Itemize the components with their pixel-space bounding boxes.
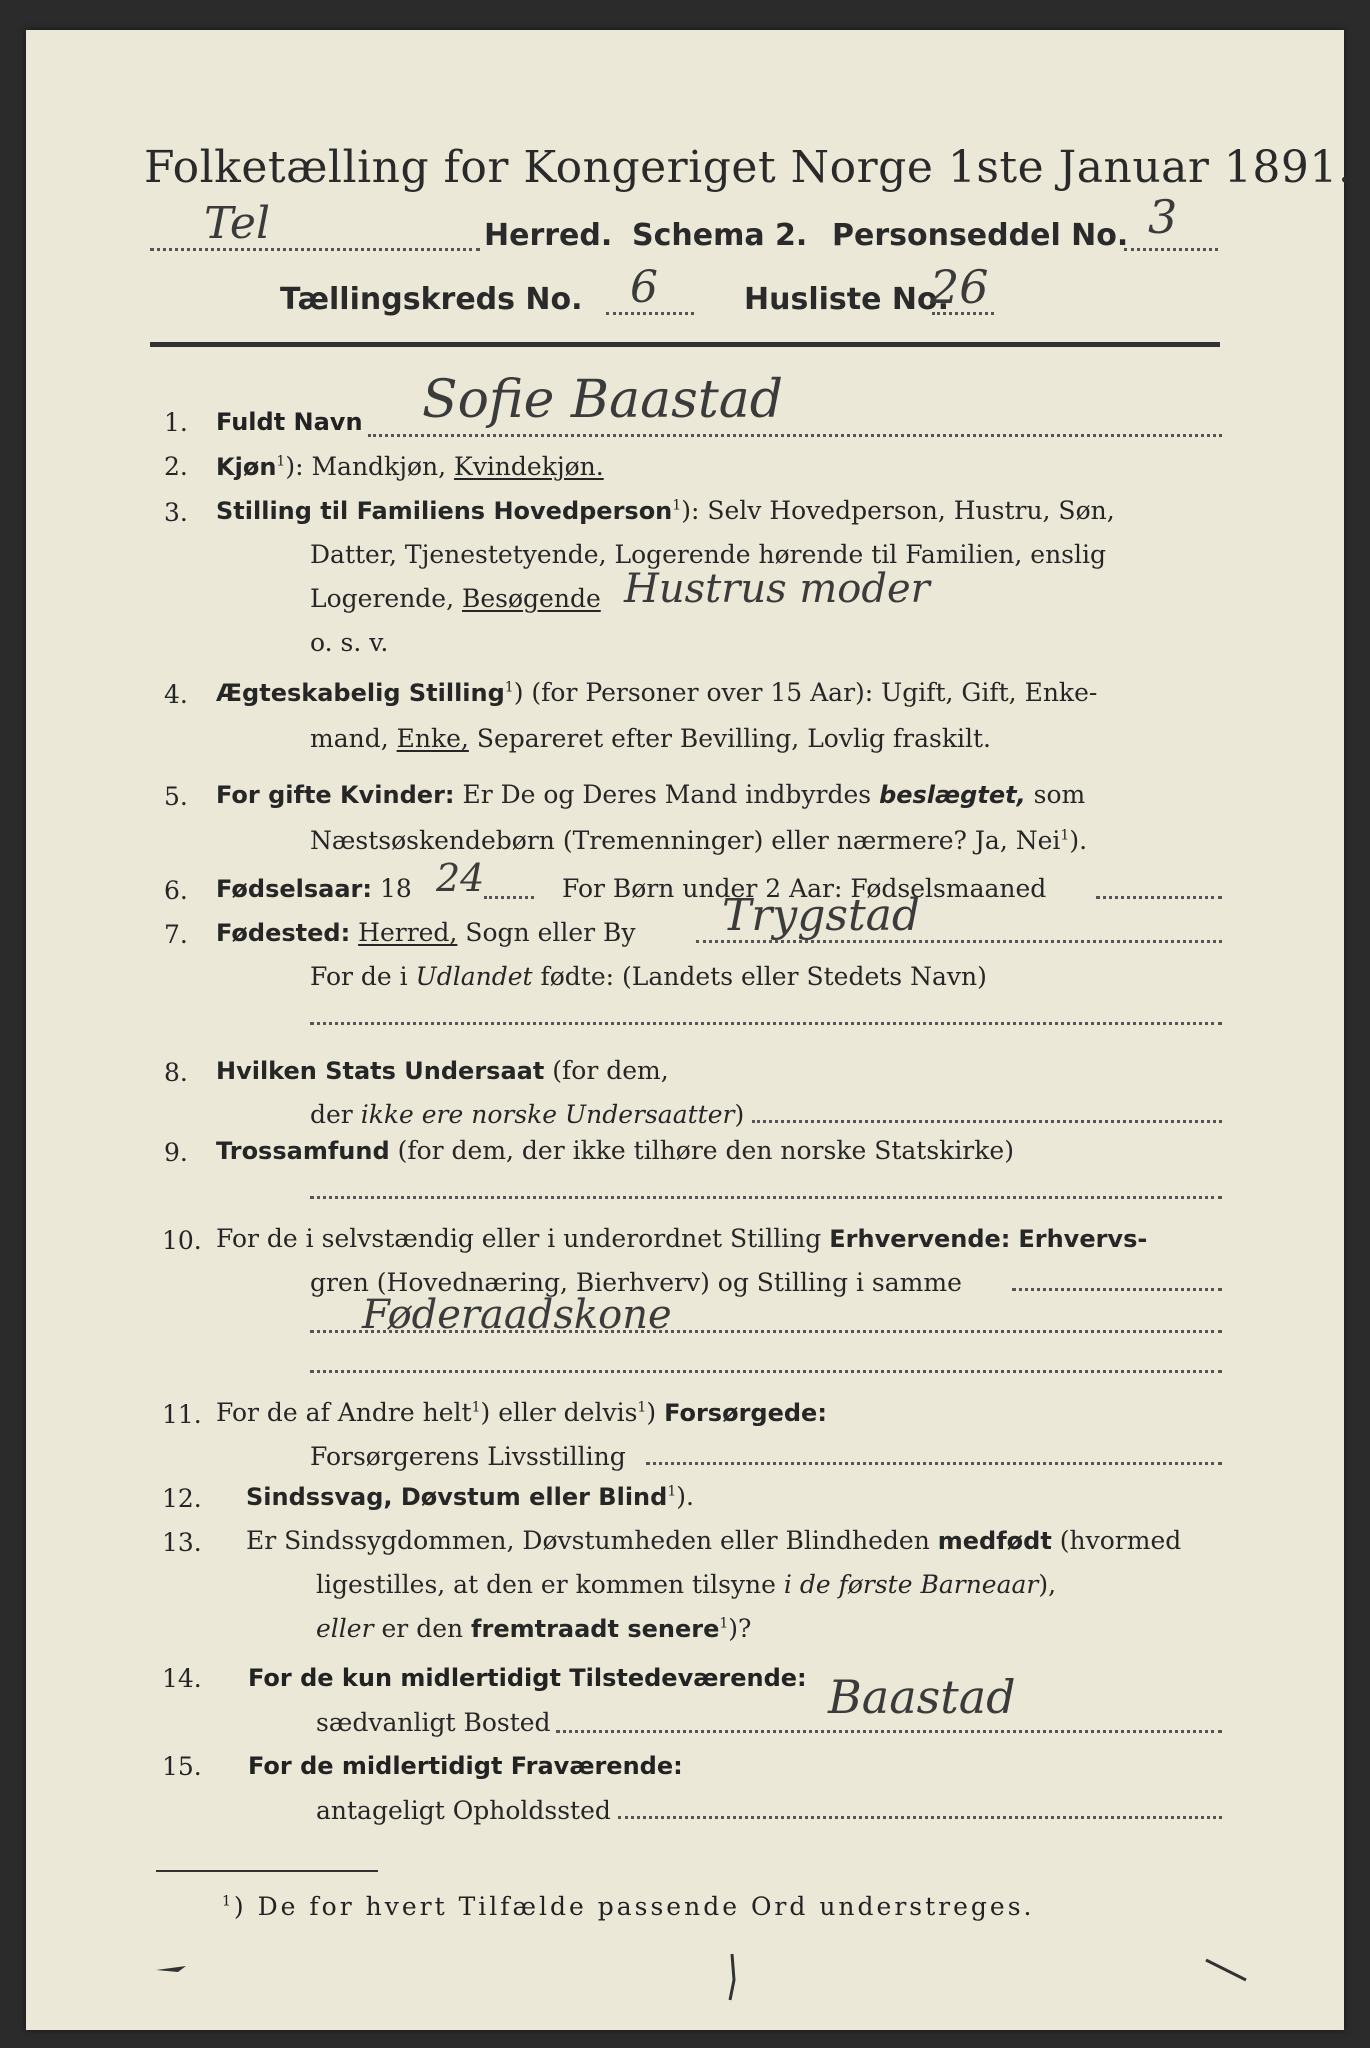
q3-line3 xyxy=(310,584,601,613)
q11-sup-a: 1 xyxy=(471,1399,481,1416)
q14-answer: Baastad xyxy=(828,1670,1016,1724)
q2-number: 2. xyxy=(164,452,188,481)
q4-sup: 1 xyxy=(504,679,514,696)
q4-rest: Separeret efter Bevilling, Lovlig fraskilt. xyxy=(476,724,991,753)
q3-number: 3. xyxy=(164,498,188,527)
q13-line2c: ), xyxy=(1038,1570,1057,1599)
q7-dotted-line2 xyxy=(310,1022,1222,1025)
q13-eller: eller xyxy=(316,1614,374,1643)
footnote-rule xyxy=(156,1870,378,1872)
q10-answer: Føderaadskone xyxy=(362,1292,672,1338)
q9-line1-text: (for dem, der ikke tilhøre den norske Statskirke) xyxy=(397,1136,1014,1165)
q15-label: For de midlertidigt Fraværende: xyxy=(248,1752,683,1780)
q13-line3 xyxy=(316,1614,751,1643)
q3-sup: 1 xyxy=(672,497,682,514)
q13-line2a: ligestilles, at den er kommen tilsyne xyxy=(316,1570,776,1599)
q5-som: som xyxy=(1033,780,1086,809)
q13-medfodt: medfødt xyxy=(937,1527,1052,1555)
q3-answer: Hustrus moder xyxy=(624,566,930,612)
census-form-page xyxy=(26,30,1353,2030)
q8-number: 8. xyxy=(164,1058,188,1087)
q8-ikke: ikke ere norske Undersaatter xyxy=(360,1100,735,1129)
q12-sup: 1 xyxy=(667,1483,677,1500)
q8-line1 xyxy=(216,1056,669,1085)
q10-dotted-line3 xyxy=(310,1370,1222,1373)
q5-line2-text: Næstsøskendebørn (Tremenninger) eller nærmere? Ja, Nei xyxy=(310,826,1061,855)
q6-label: Fødselsaar: xyxy=(216,875,372,903)
q11-dotted-line xyxy=(646,1462,1222,1465)
q7-number: 7. xyxy=(164,920,188,949)
q5-line2 xyxy=(310,826,1087,855)
q2-sup: 1 xyxy=(276,453,286,470)
q10-line1 xyxy=(216,1224,1147,1253)
q11-line1c: ) xyxy=(646,1398,657,1427)
q3-label: Stilling til Familiens Hovedperson xyxy=(216,497,673,525)
q7-rest: Sogn eller By xyxy=(465,918,636,947)
q5-line1 xyxy=(216,780,1085,809)
q8-der: der xyxy=(310,1100,353,1129)
q8-label: Hvilken Stats Undersaat xyxy=(216,1057,545,1085)
q12-number: 12. xyxy=(162,1484,202,1513)
q4-option-enke: Enke, xyxy=(396,724,469,753)
q9-line1 xyxy=(216,1136,1014,1165)
q5-line1-text: Er De og Deres Mand indbyrdes xyxy=(462,780,872,809)
q1-dotted-line xyxy=(368,434,1222,437)
personseddel-label: Personseddel No. xyxy=(832,218,1129,253)
q11-label: Forsørgede: xyxy=(664,1399,827,1427)
q13-line1 xyxy=(246,1526,1181,1555)
pin-mark-right xyxy=(1206,1960,1246,1980)
q8-line1-text: (for dem, xyxy=(552,1056,669,1085)
q11-line2: Forsørgerens Livsstilling xyxy=(310,1442,626,1471)
footnote xyxy=(222,1892,1034,1921)
q3-option-besogende: Besøgende xyxy=(462,584,601,613)
q9-dotted-line xyxy=(310,1196,1222,1199)
q14-line2: sædvanligt Bosted xyxy=(316,1708,551,1737)
q11-sup-b: 1 xyxy=(637,1399,647,1416)
q9-number: 9. xyxy=(164,1138,188,1167)
q13-line3b: er den xyxy=(381,1614,464,1643)
q10-label: Erhvervende: xyxy=(829,1225,1011,1253)
q1-answer: Sofie Baastad xyxy=(422,370,784,430)
herred-dotted-line xyxy=(150,248,480,251)
q10-number: 10. xyxy=(162,1226,202,1255)
q6-number: 6. xyxy=(164,876,188,905)
q8-line2: der ikke ere norske Undersaatter) xyxy=(310,1100,745,1129)
q10-line1a: For de i selvstændig eller i underordnet Stilling xyxy=(216,1224,822,1253)
q15-line2: antageligt Opholdssted xyxy=(316,1796,611,1825)
q13-fremtraadt: fremtraadt senere xyxy=(471,1615,720,1643)
schema-label: Schema 2. xyxy=(632,218,808,253)
q5-beslaegtet: beslægtet, xyxy=(879,781,1026,809)
q14-dotted-line xyxy=(556,1730,1222,1733)
q11-line1 xyxy=(216,1398,827,1427)
q2-option-kvindekjon: Kvindekjøn. xyxy=(454,452,604,481)
husliste-number: 26 xyxy=(930,260,989,314)
footnote-text: ) De for hvert Tilfælde passende Ord understreges. xyxy=(233,1892,1035,1921)
q13-line3c: )? xyxy=(728,1614,752,1643)
q4-mand: mand, xyxy=(310,724,389,753)
q2-label: Kjøn xyxy=(216,453,277,481)
q4-line1 xyxy=(216,678,1097,707)
q4-line2 xyxy=(310,724,991,753)
footnote-sup: 1 xyxy=(222,1893,234,1910)
pin-mark-center xyxy=(730,1954,734,2000)
pin-mark-left xyxy=(156,1966,186,1972)
q11-line1a: For de af Andre helt xyxy=(216,1398,472,1427)
q9-label: Trossamfund xyxy=(216,1137,390,1165)
q3-line1-text: ): Selv Hovedperson, Hustru, Søn, xyxy=(681,496,1115,525)
q7-option-herred: Herred, xyxy=(358,918,458,947)
q13-number: 13. xyxy=(162,1528,202,1557)
q11-line1b: ) eller delvis xyxy=(480,1398,638,1427)
q13-forste: i de første Barneaar xyxy=(783,1570,1039,1599)
q5-label: For gifte Kvinder: xyxy=(216,781,455,809)
kreds-label: Tællingskreds No. xyxy=(280,282,583,317)
q11-number: 11. xyxy=(162,1400,202,1429)
q3-logerende: Logerende, xyxy=(310,584,455,613)
q6-rest: For Børn under 2 Aar: Fødselsmaaned xyxy=(562,874,1047,903)
q8-dotted-line xyxy=(752,1120,1222,1123)
q3-line1 xyxy=(216,496,1115,525)
q12-label: Sindssvag, Døvstum eller Blind xyxy=(246,1483,668,1511)
q6-answer: 24 xyxy=(436,856,485,900)
q4-number: 4. xyxy=(164,680,188,709)
q5-number: 5. xyxy=(164,782,188,811)
q10-line2: gren (Hovednæring, Bierhverv) og Stilling i samme xyxy=(310,1268,962,1297)
herred-label: Herred. xyxy=(484,218,613,253)
q2-text xyxy=(216,452,604,481)
form-title: Folketælling for Kongeriget Norge 1ste Januar 1891. xyxy=(144,142,1353,193)
q7-line2b: fødte: (Landets eller Stedets Navn) xyxy=(540,962,987,991)
q6-dotted-month xyxy=(1096,896,1222,899)
q10-dotted-line1 xyxy=(1012,1288,1222,1291)
q13-line1a: Er Sindssygdommen, Døvstumheden eller Blindheden xyxy=(246,1526,930,1555)
q7-udlandet: Udlandet xyxy=(415,962,533,991)
header-rule xyxy=(150,342,1220,347)
q4-label: Ægteskabelig Stilling xyxy=(216,679,505,707)
q6-line xyxy=(216,874,412,903)
q12-end: ). xyxy=(676,1482,694,1511)
husliste-label: Husliste No. xyxy=(744,282,949,317)
q5-end: ). xyxy=(1069,826,1088,855)
q14-number: 14. xyxy=(162,1664,202,1693)
q13-line1b: (hvormed xyxy=(1059,1526,1182,1555)
herred-handwritten: Tel xyxy=(204,198,271,249)
q14-label: For de kun midlertidigt Tilstedeværende: xyxy=(248,1664,807,1692)
q7-line1 xyxy=(216,918,636,947)
q13-line2 xyxy=(316,1570,1056,1599)
q12-line xyxy=(246,1482,694,1511)
q15-number: 15. xyxy=(162,1752,202,1781)
kreds-number: 6 xyxy=(630,262,658,313)
q3-line2: Datter, Tjenestetyende, Logerende hørende til Familien, enslig xyxy=(310,540,1107,569)
q4-line1-text: ) (for Personer over 15 Aar): Ugift, Gift, Enke- xyxy=(513,678,1098,707)
q15-dotted-line xyxy=(618,1816,1222,1819)
q5-sup: 1 xyxy=(1060,827,1070,844)
q1-number: 1. xyxy=(164,408,188,437)
q7-label: Fødested: xyxy=(216,919,351,947)
q6-dotted-year xyxy=(484,896,534,899)
q7-line2a: For de i xyxy=(310,962,408,991)
q13-sup: 1 xyxy=(719,1615,729,1632)
personseddel-number: 3 xyxy=(1148,190,1178,244)
q6-prefix: 18 xyxy=(379,874,412,903)
q1-label: Fuldt Navn xyxy=(216,408,363,436)
q7-answer: Trygstad xyxy=(722,890,921,941)
q7-line2 xyxy=(310,962,987,991)
personseddel-dotted-line xyxy=(1124,248,1218,251)
q10-erhvervs: Erhvervs- xyxy=(1018,1225,1148,1253)
q3-line4: o. s. v. xyxy=(310,628,389,657)
q2-rest: ): Mandkjøn, xyxy=(285,452,447,481)
pin-marks xyxy=(146,1950,1256,2010)
